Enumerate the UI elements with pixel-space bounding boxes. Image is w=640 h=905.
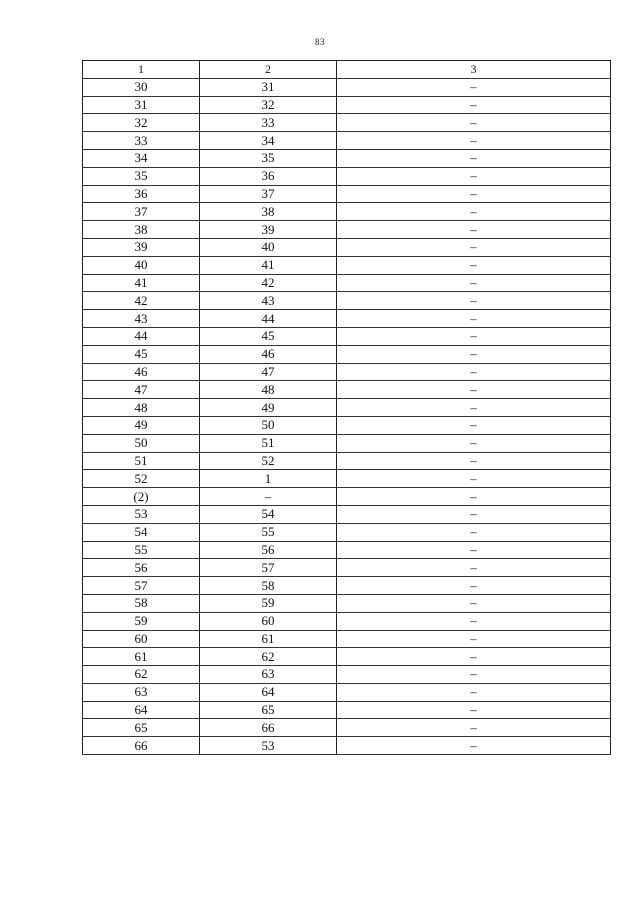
table-row bbox=[83, 78, 611, 96]
table-row bbox=[83, 292, 611, 310]
table-cell-col-2: 1 bbox=[200, 470, 337, 488]
table-cell-col-1: 37 bbox=[83, 203, 200, 221]
table-cell-col-1: 36 bbox=[83, 185, 200, 203]
table-cell-col-1: 41 bbox=[83, 274, 200, 292]
table-cell-col-3: – bbox=[337, 630, 611, 648]
table-row bbox=[83, 114, 611, 132]
table-row bbox=[83, 666, 611, 684]
table-row bbox=[83, 452, 611, 470]
table-cell-col-3: – bbox=[337, 434, 611, 452]
table-row bbox=[83, 327, 611, 345]
table-cell-col-3: – bbox=[337, 185, 611, 203]
table-cell-col-2: 43 bbox=[200, 292, 337, 310]
table-cell-col-2: 40 bbox=[200, 238, 337, 256]
table-cell-col-2: 37 bbox=[200, 185, 337, 203]
table-cell-col-3: – bbox=[337, 363, 611, 381]
table-cell-col-3: – bbox=[337, 594, 611, 612]
table-cell-col-2: 57 bbox=[200, 559, 337, 577]
table-header-row bbox=[83, 61, 611, 79]
table-cell-col-3: – bbox=[337, 683, 611, 701]
table-cell-col-2: 49 bbox=[200, 399, 337, 417]
table-cell-col-2: 47 bbox=[200, 363, 337, 381]
table-cell-col-1: 44 bbox=[83, 327, 200, 345]
table-row bbox=[83, 221, 611, 239]
column-header-3: 3 bbox=[337, 61, 611, 79]
table-row bbox=[83, 612, 611, 630]
table-cell-col-1: 65 bbox=[83, 719, 200, 737]
table-cell-col-3: – bbox=[337, 719, 611, 737]
table-cell-col-1: 48 bbox=[83, 399, 200, 417]
table-row bbox=[83, 434, 611, 452]
data-table bbox=[82, 60, 611, 755]
table-cell-col-2: 53 bbox=[200, 737, 337, 755]
table-row bbox=[83, 559, 611, 577]
table-row bbox=[83, 185, 611, 203]
table-cell-col-3: – bbox=[337, 416, 611, 434]
table-cell-col-2: 58 bbox=[200, 577, 337, 595]
table-row bbox=[83, 238, 611, 256]
table-cell-col-2: 54 bbox=[200, 505, 337, 523]
table-cell-col-2: 55 bbox=[200, 523, 337, 541]
table-row bbox=[83, 488, 611, 506]
table-cell-col-1: 56 bbox=[83, 559, 200, 577]
table-cell-col-3: – bbox=[337, 310, 611, 328]
column-header-1: 1 bbox=[83, 61, 200, 79]
table-cell-col-2: 59 bbox=[200, 594, 337, 612]
table-cell-col-2: 65 bbox=[200, 701, 337, 719]
table-row bbox=[83, 470, 611, 488]
table-cell-col-1: 60 bbox=[83, 630, 200, 648]
table-cell-col-2: 41 bbox=[200, 256, 337, 274]
table-cell-col-2: 62 bbox=[200, 648, 337, 666]
table-cell-col-2: 63 bbox=[200, 666, 337, 684]
table-cell-col-1: 43 bbox=[83, 310, 200, 328]
table-cell-col-1: 62 bbox=[83, 666, 200, 684]
table-cell-col-2: 52 bbox=[200, 452, 337, 470]
table-cell-col-2: 34 bbox=[200, 132, 337, 150]
table-cell-col-3: – bbox=[337, 648, 611, 666]
table-row bbox=[83, 416, 611, 434]
table-cell-col-3: – bbox=[337, 238, 611, 256]
table-cell-col-1: 38 bbox=[83, 221, 200, 239]
table-cell-col-1: 58 bbox=[83, 594, 200, 612]
table-cell-col-2: 44 bbox=[200, 310, 337, 328]
table-cell-col-1: 49 bbox=[83, 416, 200, 434]
table-cell-col-1: 52 bbox=[83, 470, 200, 488]
table-cell-col-1: (2) bbox=[83, 488, 200, 506]
table-cell-col-1: 40 bbox=[83, 256, 200, 274]
table-cell-col-2: 51 bbox=[200, 434, 337, 452]
table-row bbox=[83, 577, 611, 595]
table-cell-col-1: 63 bbox=[83, 683, 200, 701]
table-cell-col-3: – bbox=[337, 701, 611, 719]
table-cell-col-1: 50 bbox=[83, 434, 200, 452]
table-cell-col-3: – bbox=[337, 559, 611, 577]
table-cell-col-2: 33 bbox=[200, 114, 337, 132]
table-row bbox=[83, 648, 611, 666]
table-cell-col-1: 64 bbox=[83, 701, 200, 719]
table-cell-col-2: – bbox=[200, 488, 337, 506]
table-cell-col-3: – bbox=[337, 737, 611, 755]
table-cell-col-3: – bbox=[337, 132, 611, 150]
table-cell-col-3: – bbox=[337, 114, 611, 132]
table-cell-col-2: 48 bbox=[200, 381, 337, 399]
table-cell-col-1: 61 bbox=[83, 648, 200, 666]
table-row bbox=[83, 630, 611, 648]
table-cell-col-1: 51 bbox=[83, 452, 200, 470]
table-cell-col-3: – bbox=[337, 203, 611, 221]
table-row bbox=[83, 203, 611, 221]
table-cell-col-1: 42 bbox=[83, 292, 200, 310]
table-cell-col-1: 53 bbox=[83, 505, 200, 523]
table-row bbox=[83, 505, 611, 523]
table-cell-col-3: – bbox=[337, 488, 611, 506]
table-cell-col-1: 54 bbox=[83, 523, 200, 541]
table-row bbox=[83, 132, 611, 150]
table-row bbox=[83, 737, 611, 755]
table-cell-col-3: – bbox=[337, 612, 611, 630]
table-cell-col-3: – bbox=[337, 327, 611, 345]
table-cell-col-3: – bbox=[337, 666, 611, 684]
table-cell-col-3: – bbox=[337, 399, 611, 417]
table-row bbox=[83, 523, 611, 541]
table-cell-col-2: 45 bbox=[200, 327, 337, 345]
table-cell-col-1: 34 bbox=[83, 149, 200, 167]
table-cell-col-1: 30 bbox=[83, 78, 200, 96]
table-cell-col-2: 31 bbox=[200, 78, 337, 96]
table-row bbox=[83, 594, 611, 612]
table-cell-col-3: – bbox=[337, 292, 611, 310]
table-cell-col-3: – bbox=[337, 167, 611, 185]
table-body bbox=[83, 78, 611, 754]
table-cell-col-2: 60 bbox=[200, 612, 337, 630]
table-cell-col-1: 59 bbox=[83, 612, 200, 630]
table-cell-col-1: 35 bbox=[83, 167, 200, 185]
table-cell-col-1: 45 bbox=[83, 345, 200, 363]
table-row bbox=[83, 274, 611, 292]
table-row bbox=[83, 719, 611, 737]
table-cell-col-1: 47 bbox=[83, 381, 200, 399]
table-row bbox=[83, 541, 611, 559]
column-header-2: 2 bbox=[200, 61, 337, 79]
page-number: 83 bbox=[315, 37, 325, 47]
table-cell-col-2: 42 bbox=[200, 274, 337, 292]
table-row bbox=[83, 256, 611, 274]
table-cell-col-3: – bbox=[337, 256, 611, 274]
table-cell-col-2: 39 bbox=[200, 221, 337, 239]
table-cell-col-3: – bbox=[337, 78, 611, 96]
table-cell-col-3: – bbox=[337, 523, 611, 541]
table-cell-col-2: 66 bbox=[200, 719, 337, 737]
table-row bbox=[83, 167, 611, 185]
table-cell-col-2: 38 bbox=[200, 203, 337, 221]
table-row bbox=[83, 381, 611, 399]
table-cell-col-3: – bbox=[337, 541, 611, 559]
table-row bbox=[83, 345, 611, 363]
table-row bbox=[83, 399, 611, 417]
table-cell-col-1: 46 bbox=[83, 363, 200, 381]
table-cell-col-2: 61 bbox=[200, 630, 337, 648]
table-row bbox=[83, 149, 611, 167]
table-cell-col-3: – bbox=[337, 505, 611, 523]
table-cell-col-1: 39 bbox=[83, 238, 200, 256]
table-row bbox=[83, 363, 611, 381]
table-cell-col-3: – bbox=[337, 470, 611, 488]
table-cell-col-2: 32 bbox=[200, 96, 337, 114]
table-cell-col-1: 33 bbox=[83, 132, 200, 150]
table-row bbox=[83, 701, 611, 719]
table-row bbox=[83, 683, 611, 701]
table-cell-col-3: – bbox=[337, 149, 611, 167]
table-cell-col-3: – bbox=[337, 452, 611, 470]
table-cell-col-1: 57 bbox=[83, 577, 200, 595]
table-cell-col-1: 66 bbox=[83, 737, 200, 755]
table-cell-col-2: 56 bbox=[200, 541, 337, 559]
table-cell-col-2: 36 bbox=[200, 167, 337, 185]
table-cell-col-2: 35 bbox=[200, 149, 337, 167]
table-cell-col-3: – bbox=[337, 577, 611, 595]
table-cell-col-2: 64 bbox=[200, 683, 337, 701]
table-cell-col-1: 55 bbox=[83, 541, 200, 559]
table-row bbox=[83, 96, 611, 114]
table-cell-col-3: – bbox=[337, 274, 611, 292]
table-cell-col-3: – bbox=[337, 96, 611, 114]
table-cell-col-3: – bbox=[337, 221, 611, 239]
table-cell-col-1: 32 bbox=[83, 114, 200, 132]
table-cell-col-3: – bbox=[337, 345, 611, 363]
table-row bbox=[83, 310, 611, 328]
table-cell-col-3: – bbox=[337, 381, 611, 399]
table-cell-col-2: 50 bbox=[200, 416, 337, 434]
table-cell-col-1: 31 bbox=[83, 96, 200, 114]
table-cell-col-2: 46 bbox=[200, 345, 337, 363]
